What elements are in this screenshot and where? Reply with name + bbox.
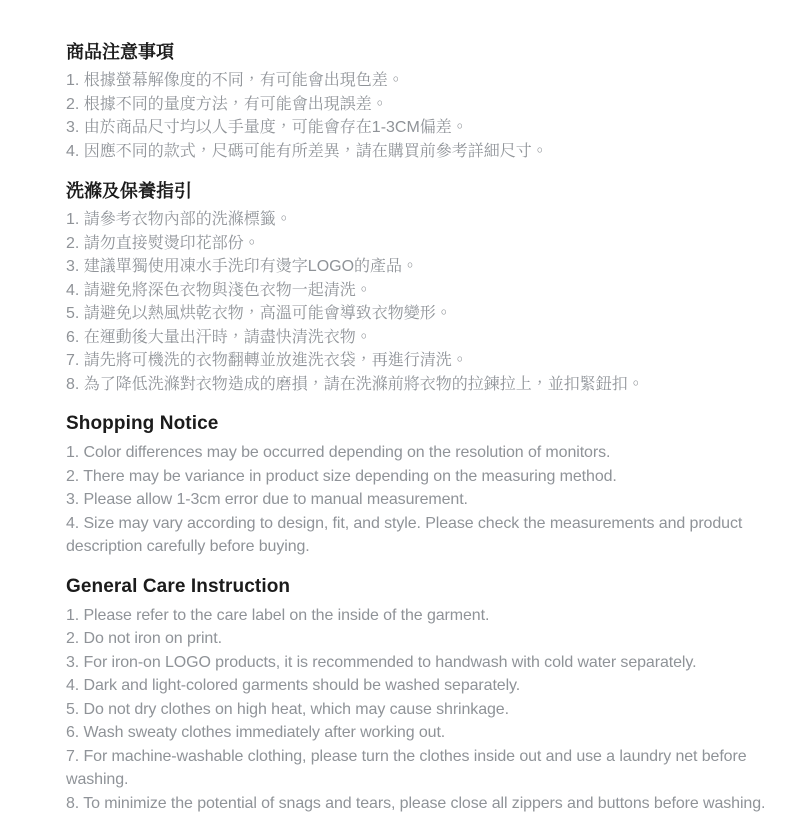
list-item: 4. 因應不同的款式，尺碼可能有所差異，請在購買前參考詳細尺寸。 — [66, 140, 800, 164]
list-item: 3. For iron-on LOGO products, it is recommended to handwash with cold water separately. — [66, 651, 800, 675]
section-heading-shopping-notice-en: Shopping Notice — [66, 413, 800, 435]
list-item: 8. 為了降低洗滌對衣物造成的磨損，請在洗滌前將衣物的拉鍊拉上，並扣緊鈕扣。 — [66, 373, 800, 397]
section-shopping-notice-en — [66, 413, 800, 559]
list-item: 1. Please refer to the care label on the inside of the garment. — [66, 604, 800, 628]
list-item: 2. Do not iron on print. — [66, 627, 800, 651]
list-item: 5. 請避免以熱風烘乾衣物，高溫可能會導致衣物變形。 — [66, 302, 800, 326]
list-item: 6. 在運動後大量出汗時，請盡快清洗衣物。 — [66, 326, 800, 350]
list-item: 3. 由於商品尺寸均以人手量度，可能會存在1-3CM偏差。 — [66, 116, 800, 140]
list-item: 8. To minimize the potential of snags and tears, please close all zippers and buttons before washing. — [66, 792, 800, 815]
section-heading-general-care-instruction-en: General Care Instruction — [66, 576, 800, 598]
list-item: 1. Color differences may be occurred depending on the resolution of monitors. — [66, 441, 800, 465]
product-notice-zh-list — [66, 69, 800, 163]
list-item: 2. 請勿直接熨燙印花部份。 — [66, 232, 800, 256]
section-product-notice-zh — [66, 41, 800, 163]
list-item: 7. For machine-washable clothing, please turn the clothes inside out and use a laundry net before washing. — [66, 745, 800, 792]
section-heading-washing-care-guide-zh: 洗滌及保養指引 — [66, 180, 800, 202]
list-item: 2. 根據不同的量度方法，有可能會出現誤差。 — [66, 93, 800, 117]
list-item: 2. There may be variance in product size depending on the measuring method. — [66, 465, 800, 489]
washing-care-guide-zh-list — [66, 208, 800, 396]
list-item: 4. Size may vary according to design, fit, and style. Please check the measurements and product description carefully before buying. — [66, 512, 800, 559]
list-item: 1. 請參考衣物內部的洗滌標籤。 — [66, 208, 800, 232]
general-care-instruction-en-list — [66, 604, 800, 815]
list-item: 3. 建議單獨使用凍水手洗印有燙字LOGO的產品。 — [66, 255, 800, 279]
section-general-care-instruction-en — [66, 576, 800, 815]
shopping-notice-en-list — [66, 441, 800, 559]
list-item: 1. 根據螢幕解像度的不同，有可能會出現色差。 — [66, 69, 800, 93]
list-item: 5. Do not dry clothes on high heat, which may cause shrinkage. — [66, 698, 800, 722]
list-item: 4. Dark and light-colored garments should be washed separately. — [66, 674, 800, 698]
list-item: 6. Wash sweaty clothes immediately after working out. — [66, 721, 800, 745]
list-item: 3. Please allow 1-3cm error due to manual measurement. — [66, 488, 800, 512]
list-item: 4. 請避免將深色衣物與淺色衣物一起清洗。 — [66, 279, 800, 303]
list-item: 7. 請先將可機洗的衣物翻轉並放進洗衣袋，再進行清洗。 — [66, 349, 800, 373]
section-washing-care-guide-zh — [66, 180, 800, 396]
section-heading-product-notice-zh: 商品注意事項 — [66, 41, 800, 63]
